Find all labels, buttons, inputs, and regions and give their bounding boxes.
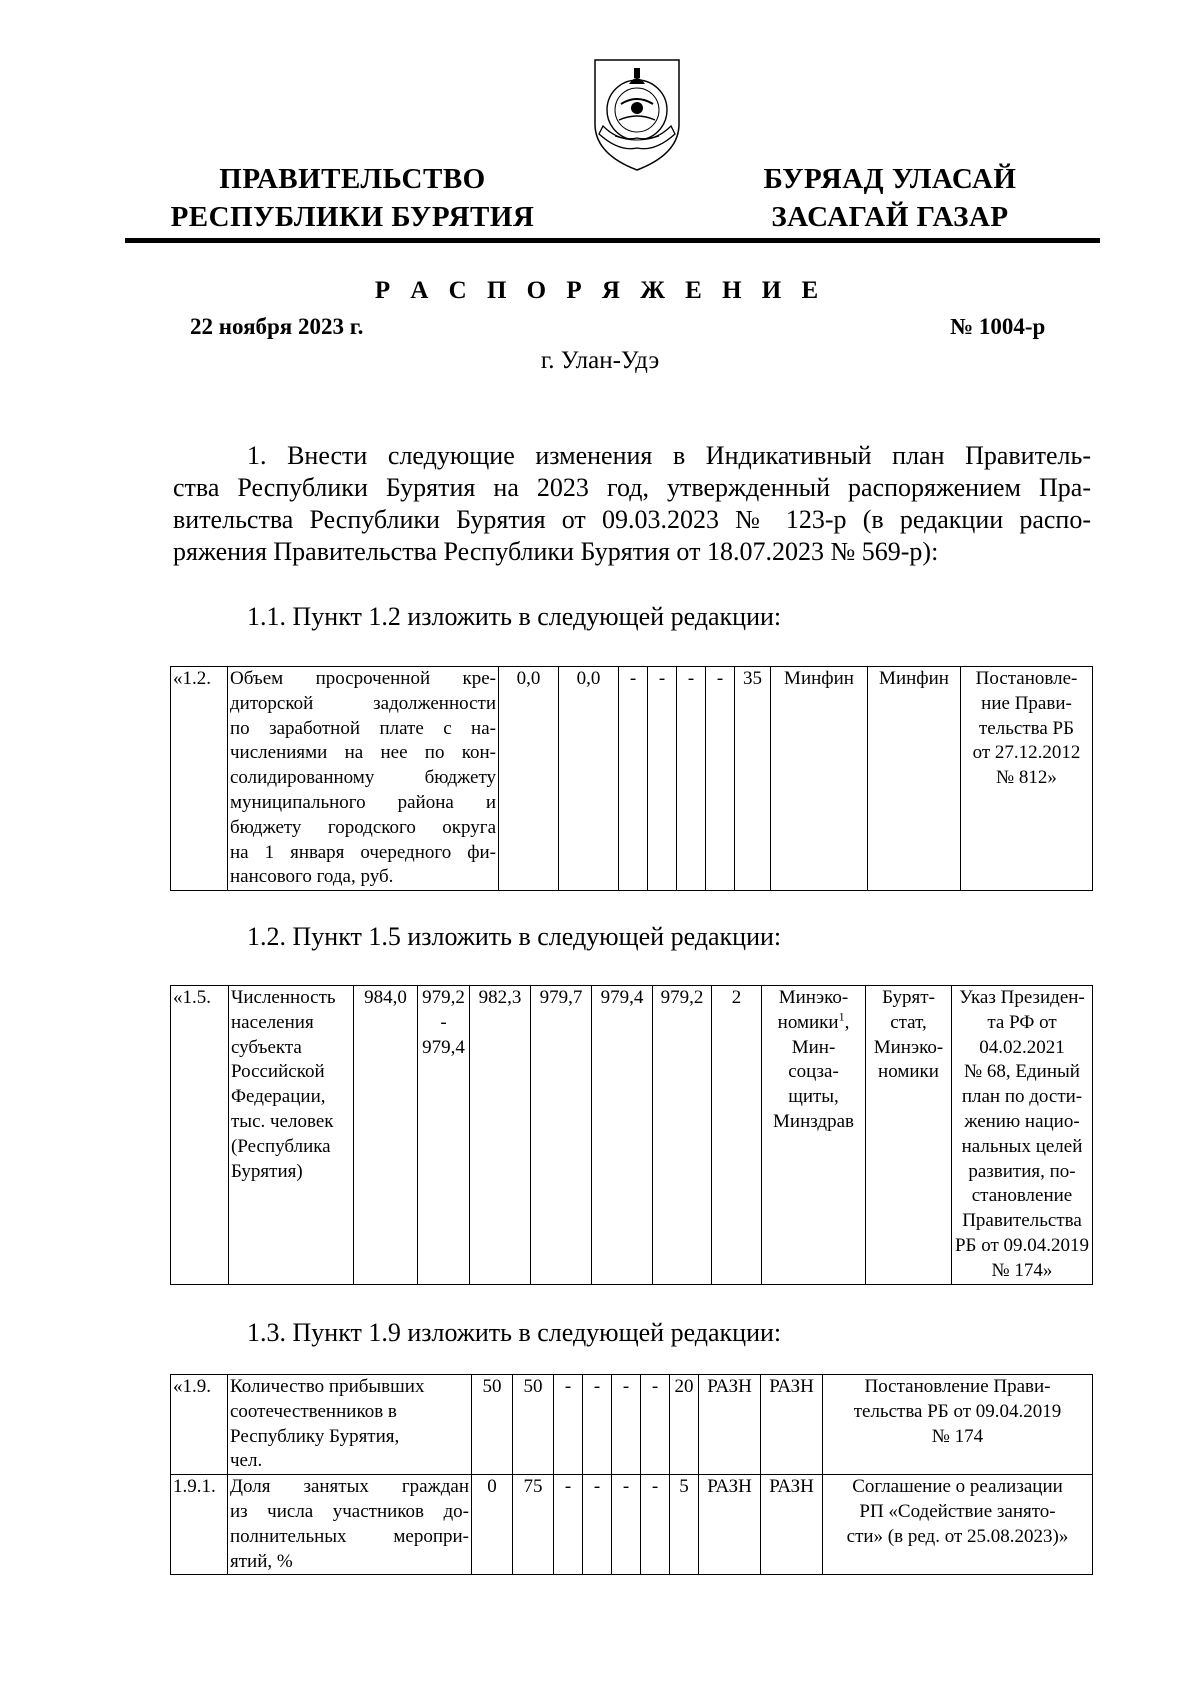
cell-value: 0,0 [499,667,559,891]
cell-value-range: 979,2 - 979,4 [418,986,470,1285]
cell-value: 979,7 [531,986,592,1285]
header-left-line1: ПРАВИТЕЛЬСТВО [219,163,486,195]
cell-responsible: РАЗН [699,1375,761,1475]
section-heading: 1.1. Пункт 1.2 изложить в следующей редакции: [247,602,782,631]
cell-value: 982,3 [470,986,531,1285]
cell-value: - [612,1375,641,1475]
cell-value: - [641,1375,670,1475]
cell-responsible: Минэко- номики$^1$, Мин- соцза- щиты, Минздрав [762,986,866,1285]
header-left [170,160,535,236]
paragraph-line: вительства Республики Бурятия от 09.03.2023 № 123-р (в редакции распо- [173,505,1091,534]
cell-value: 979,4 [592,986,653,1285]
document-type: Р А С П О Р Я Ж Е Н И Е [374,277,826,304]
table-row [171,667,1093,891]
cell-value: - [641,1475,670,1575]
cell-number: «1.5. [171,986,229,1285]
table-item-1-5 [170,985,1093,1285]
table-item-1-9 [170,1374,1093,1575]
footnote-marker: 1 [838,1009,845,1024]
cell-indicator-name: Численность населения субъекта Российской Федерации, тыс. человек (Республика Бурятия) [229,986,354,1285]
cell-value: - [583,1475,612,1575]
cell-value: - [677,667,706,891]
cell-value: 0 [472,1475,513,1575]
cell-value: - [554,1475,583,1575]
header-right-line2: ЗАСАГАЙ ГАЗАР [771,201,1009,233]
cell-value: 50 [513,1375,554,1475]
cell-responsible: Минфин [868,667,961,891]
cell-value: - [554,1375,583,1475]
cell-responsible: Бурят- стат, Минэко- номики [866,986,952,1285]
cell-value: 5 [670,1475,699,1575]
cell-responsible: Минфин [771,667,868,891]
paragraph-line: ства Республики Бурятия на 2023 год, утвержденный распоряжением Пра- [173,473,1091,502]
cell-responsible: РАЗН [761,1475,823,1575]
cell-value: - [706,667,735,891]
cell-number: «1.2. [171,667,228,891]
cell-indicator-name: Доля занятых граждан из числа участников до- полнительных меропри- ятий, % [228,1475,472,1575]
table-item-1-2 [170,666,1093,891]
cell-value: - [583,1375,612,1475]
section-heading: 1.3. Пункт 1.9 изложить в следующей редакции: [247,1318,782,1347]
cell-basis: Постановле- ние Прави- тельства РБ от 27.12.2012 № 812» [961,667,1093,891]
cell-number: «1.9. [171,1375,228,1475]
cell-value: 979,2 [653,986,712,1285]
cell-value: 75 [513,1475,554,1575]
cell-value: - [648,667,677,891]
table-row [171,1475,1093,1575]
header-right-line1: БУРЯАД УЛАСАЙ [763,163,1017,195]
cell-value: 35 [735,667,771,891]
paragraph-1 [173,440,1091,568]
section-heading: 1.2. Пункт 1.5 изложить в следующей редакции: [247,922,782,951]
cell-value: 984,0 [354,986,418,1285]
cell-indicator-name: Объем просроченной кре- диторской задолженности по заработной плате с на- числениями на нее по кон- солидированному бюджету муниципального района и бюджету городского округа на 1 января очередного фи- нансового года, руб. [228,667,499,891]
table-row [171,986,1093,1285]
cell-responsible: РАЗН [761,1375,823,1475]
table-row [171,1375,1093,1475]
cell-value: 20 [670,1375,699,1475]
cell-indicator-name: Количество прибывших соотечественников в Республику Бурятия, чел. [228,1375,472,1475]
cell-value: 50 [472,1375,513,1475]
cell-responsible: РАЗН [699,1475,761,1575]
cell-value: - [619,667,648,891]
cell-value: 0,0 [559,667,619,891]
header-divider [125,238,1100,243]
cell-basis: Указ Президен- та РФ от 04.02.2021 № 68, Единый план по дости- жению нацио- нальных целей развития, по- становление Правительства РБ от 09.04.2019 № 174» [952,986,1093,1285]
document-date: 22 ноября 2023 г. [190,314,364,339]
document-number: № 1004-р [950,314,1046,339]
header-left-line2: РЕСПУБЛИКИ БУРЯТИЯ [170,201,535,233]
paragraph-line: 1. Внести следующие изменения в Индикативный план Правитель- [247,441,1091,470]
header-right [755,160,1025,236]
paragraph-line: ряжения Правительства Республики Бурятия от 18.07.2023 № 569-р): [173,537,939,566]
cell-number: 1.9.1. [171,1475,228,1575]
cell-value: - [612,1475,641,1575]
cell-value: 2 [712,986,762,1285]
cell-basis: Соглашение о реализации РП «Содействие занято- сти» (в ред. от 25.08.2023)» [823,1475,1093,1575]
document-place: г. Улан-Удэ [540,347,660,374]
cell-basis: Постановление Прави- тельства РБ от 09.04.2019 № 174 [823,1375,1093,1475]
coat-of-arms-emblem [589,54,685,174]
